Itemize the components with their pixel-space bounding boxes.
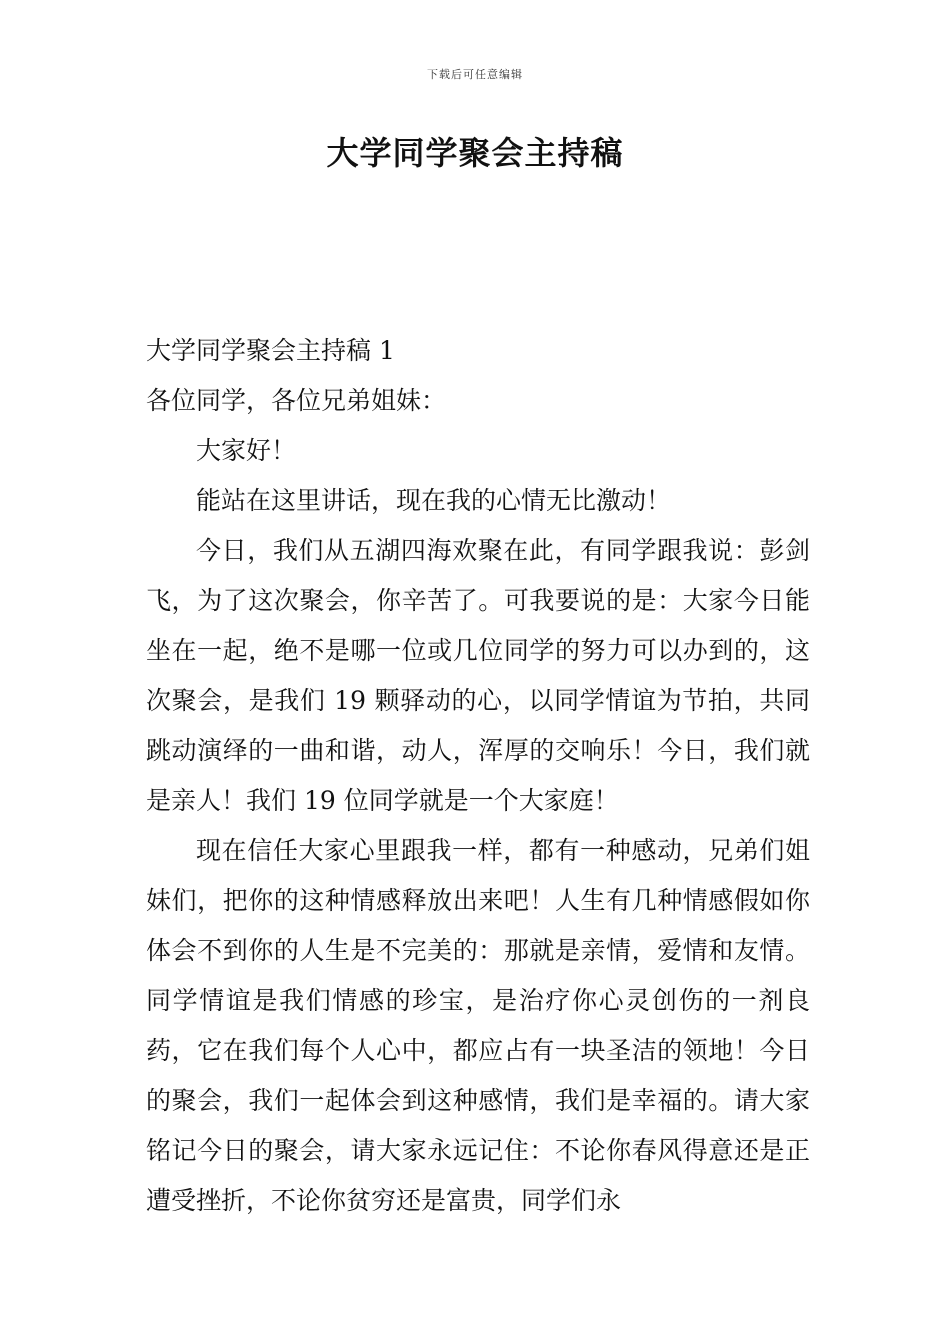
salutation: 各位同学，各位兄弟姐妹： bbox=[146, 386, 447, 415]
header-note: 下载后可任意编辑 bbox=[427, 68, 523, 81]
body-paragraph: 能站在这里讲话，现在我的心情无比激动！ bbox=[196, 486, 672, 515]
document-body bbox=[146, 326, 810, 1226]
greeting-paragraph: 大家好！ bbox=[196, 436, 297, 465]
document-title: 大学同学聚会主持稿 bbox=[326, 134, 624, 172]
body-paragraph: 今日，我们从五湖四海欢聚在此，有同学跟我说：彭剑飞，为了这次聚会，你辛苦了。可我要说的是：大家今日能坐在一起，绝不是哪一位或几位同学的努力可以办到的，这次聚会，是我们 19 颗驿动的心，以同学情谊为节拍，共同跳动演绎的一曲和谐，动人，浑厚的交响乐！今日，我们就是亲人！我们 19 位同学就是一个大家庭！ bbox=[146, 536, 810, 815]
section-heading: 大学同学聚会主持稿 1 bbox=[146, 336, 395, 365]
body-paragraph: 现在信任大家心里跟我一样，都有一种感动，兄弟们姐妹们，把你的这种情感释放出来吧！人生有几种情感假如你体会不到你的人生是不完美的：那就是亲情，爱情和友情。同学情谊是我们情感的珍宝，是治疗你心灵创伤的一剂良药，它在我们每个人心中，都应占有一块圣洁的领地！今日的聚会，我们一起体会到这种感情，我们是幸福的。请大家铭记今日的聚会，请大家永远记住：不论你春风得意还是正遭受挫折，不论你贫穷还是富贵，同学们永 bbox=[146, 836, 810, 1215]
